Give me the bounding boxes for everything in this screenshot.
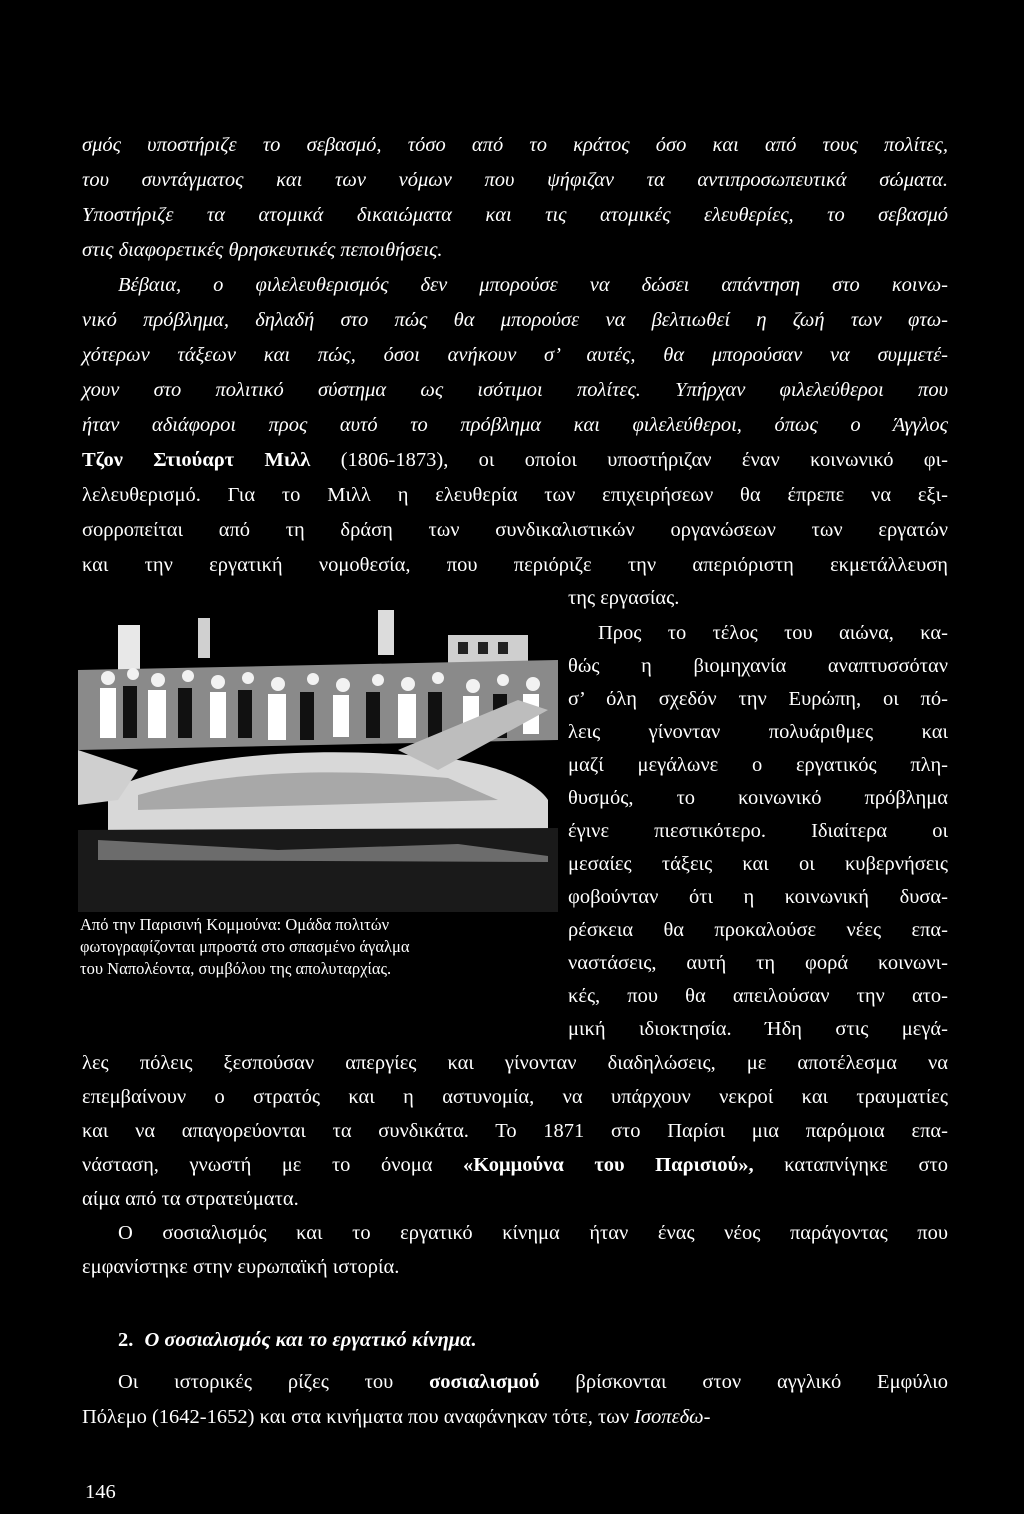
text-span: βρίσκονται στον αγγλικό Εμφύλιο: [539, 1371, 948, 1393]
text-line: Βέβαια, ο φιλελευθερισμός δεν μπορούσε να δώσει απάντηση στο κοινω-: [118, 274, 948, 296]
photo-image: [78, 600, 558, 912]
text-span: καταπνίγηκε στο: [753, 1154, 948, 1176]
text-line: του συντάγματος και των νόμων που ψήφιζαν τα αντιπροσωπευτικά σώματα.: [82, 169, 948, 191]
text-line: και την εργατική νομοθεσία, που περιόριζε την απεριόριστη εκμετάλλευση: [82, 554, 948, 576]
text-line: έγινε πιεστικότερο. Ιδιαίτερα οι: [568, 820, 948, 842]
text-line: μαζί μεγάλωνε ο εργατικός πλη-: [568, 754, 948, 776]
text-line: χουν στο πολιτικό σύστημα ως ισότιμοι πολίτες. Υπήρχαν φιλελεύθεροι που: [82, 379, 948, 401]
text-line: Ο σοσιαλισμός και το εργατικό κίνημα ήταν ένας νέος παράγοντας που: [118, 1222, 948, 1244]
paris-commune-photo: [78, 600, 558, 912]
text-line: λεις γίνονταν πολυάριθμες και: [568, 721, 948, 743]
text-line: αίμα από τα στρατεύματα.: [82, 1188, 299, 1210]
text-line: Υποστήριζε τα ατομικά δικαιώματα και τις ατομικές ελευθερίες, το σεβασμό: [82, 204, 948, 226]
text-line: θώς η βιομηχανία αναπτυσσόταν: [568, 655, 948, 677]
text-span: νάσταση, γνωστή με το όνομα: [82, 1154, 463, 1176]
text-line: χότερων τάξεων και πώς, όσοι ανήκουν σ’ αυτές, θα μπορούσαν να συμμετέ-: [82, 344, 948, 366]
text-line: ρέσκεια θα προκαλούσε νέες επα-: [568, 919, 948, 941]
page-number: 146: [85, 1481, 116, 1503]
text-line: [82, 450, 948, 471]
text-span: Πόλεμο (1642-1652) και στα κινήματα που αναφάνηκαν τότε, των: [82, 1406, 635, 1428]
levellers-term: Ισοπεδω-: [634, 1406, 711, 1428]
text-line: [82, 1155, 948, 1176]
socialism-term: σοσιαλισμού: [429, 1371, 540, 1393]
text-span: Οι ιστορικές ρίζες του: [118, 1371, 430, 1393]
text-line: Προς το τέλος του αιώνα, κα-: [598, 622, 948, 644]
text-line: μική ιδιοκτησία. Ήδη στις μεγά-: [568, 1018, 948, 1040]
text-line: και να απαγορεύονται τα συνδικάτα. Το 1871 στο Παρίσι μια παρόμοια επα-: [82, 1120, 948, 1142]
text-line: μεσαίες τάξεις και οι κυβερνήσεις: [568, 853, 948, 875]
text-line: θυσμός, το κοινωνικό πρόβλημα: [568, 787, 948, 809]
text-line: [118, 1372, 948, 1393]
text-line: ήταν αδιάφοροι προς αυτό το πρόβλημα και φιλελεύθεροι, όπως ο Άγγλος: [82, 414, 948, 436]
text-line: σμός υποστήριζε το σεβασμό, τόσο από το κράτος όσο και από τους πολίτες,: [82, 134, 948, 156]
section-title: Ο σοσιαλισμός και το εργατικό κίνημα.: [144, 1329, 477, 1351]
text-span: (1806-1873), οι οποίοι υποστήριζαν έναν κοινωνικό φι-: [310, 449, 948, 471]
text-line: της εργασίας.: [568, 587, 680, 609]
text-line: νικό πρόβλημα, δηλαδή στο πώς θα μπορούσε να βελτιωθεί η ζωή των φτω-: [82, 309, 948, 331]
caption-line: Από την Παρισινή Κομμούνα: Ομάδα πολιτών: [80, 915, 390, 934]
text-line: φοβούνταν ότι η κοινωνική δυσα-: [568, 886, 948, 908]
section-heading: [118, 1330, 477, 1351]
person-name-mill: Τζον Στιούαρτ Μιλλ: [82, 449, 311, 471]
paris-commune-term: «Κομμούνα του Παρισιού»,: [463, 1154, 754, 1176]
section-number: 2.: [118, 1329, 134, 1351]
text-line: σορροπείται από τη δράση των συνδικαλιστικών οργανώσεων των εργατών: [82, 519, 948, 541]
text-line: λες πόλεις ξεσπούσαν απεργίες και γίνονταν διαδηλώσεις, με αποτέλεσμα να: [82, 1052, 948, 1074]
text-line: σ’ όλη σχεδόν την Ευρώπη, οι πό-: [568, 688, 948, 710]
text-line: εμφανίστηκε στην ευρωπαϊκή ιστορία.: [82, 1256, 400, 1278]
caption-line: φωτογραφίζονται μπροστά στο σπασμένο άγαλμα: [80, 936, 410, 956]
text-line: στις διαφορετικές θρησκευτικές πεποιθήσεις.: [82, 239, 443, 261]
text-line: [82, 1407, 710, 1428]
text-line: κές, που θα απειλούσαν την ατο-: [568, 985, 948, 1007]
text-line: επεμβαίνουν ο στρατός και η αστυνομία, να υπάρχουν νεκροί και τραυματίες: [82, 1086, 948, 1108]
caption-line: του Ναπολέοντα, συμβόλου της απολυταρχίας.: [80, 958, 392, 978]
photo-caption: [80, 914, 409, 979]
text-line: ναστάσεις, αυτή τη φορά κοινωνι-: [568, 952, 948, 974]
text-line: λελευθερισμό. Για το Μιλλ η ελευθερία των επιχειρήσεων θα έπρεπε να εξι-: [82, 484, 948, 506]
